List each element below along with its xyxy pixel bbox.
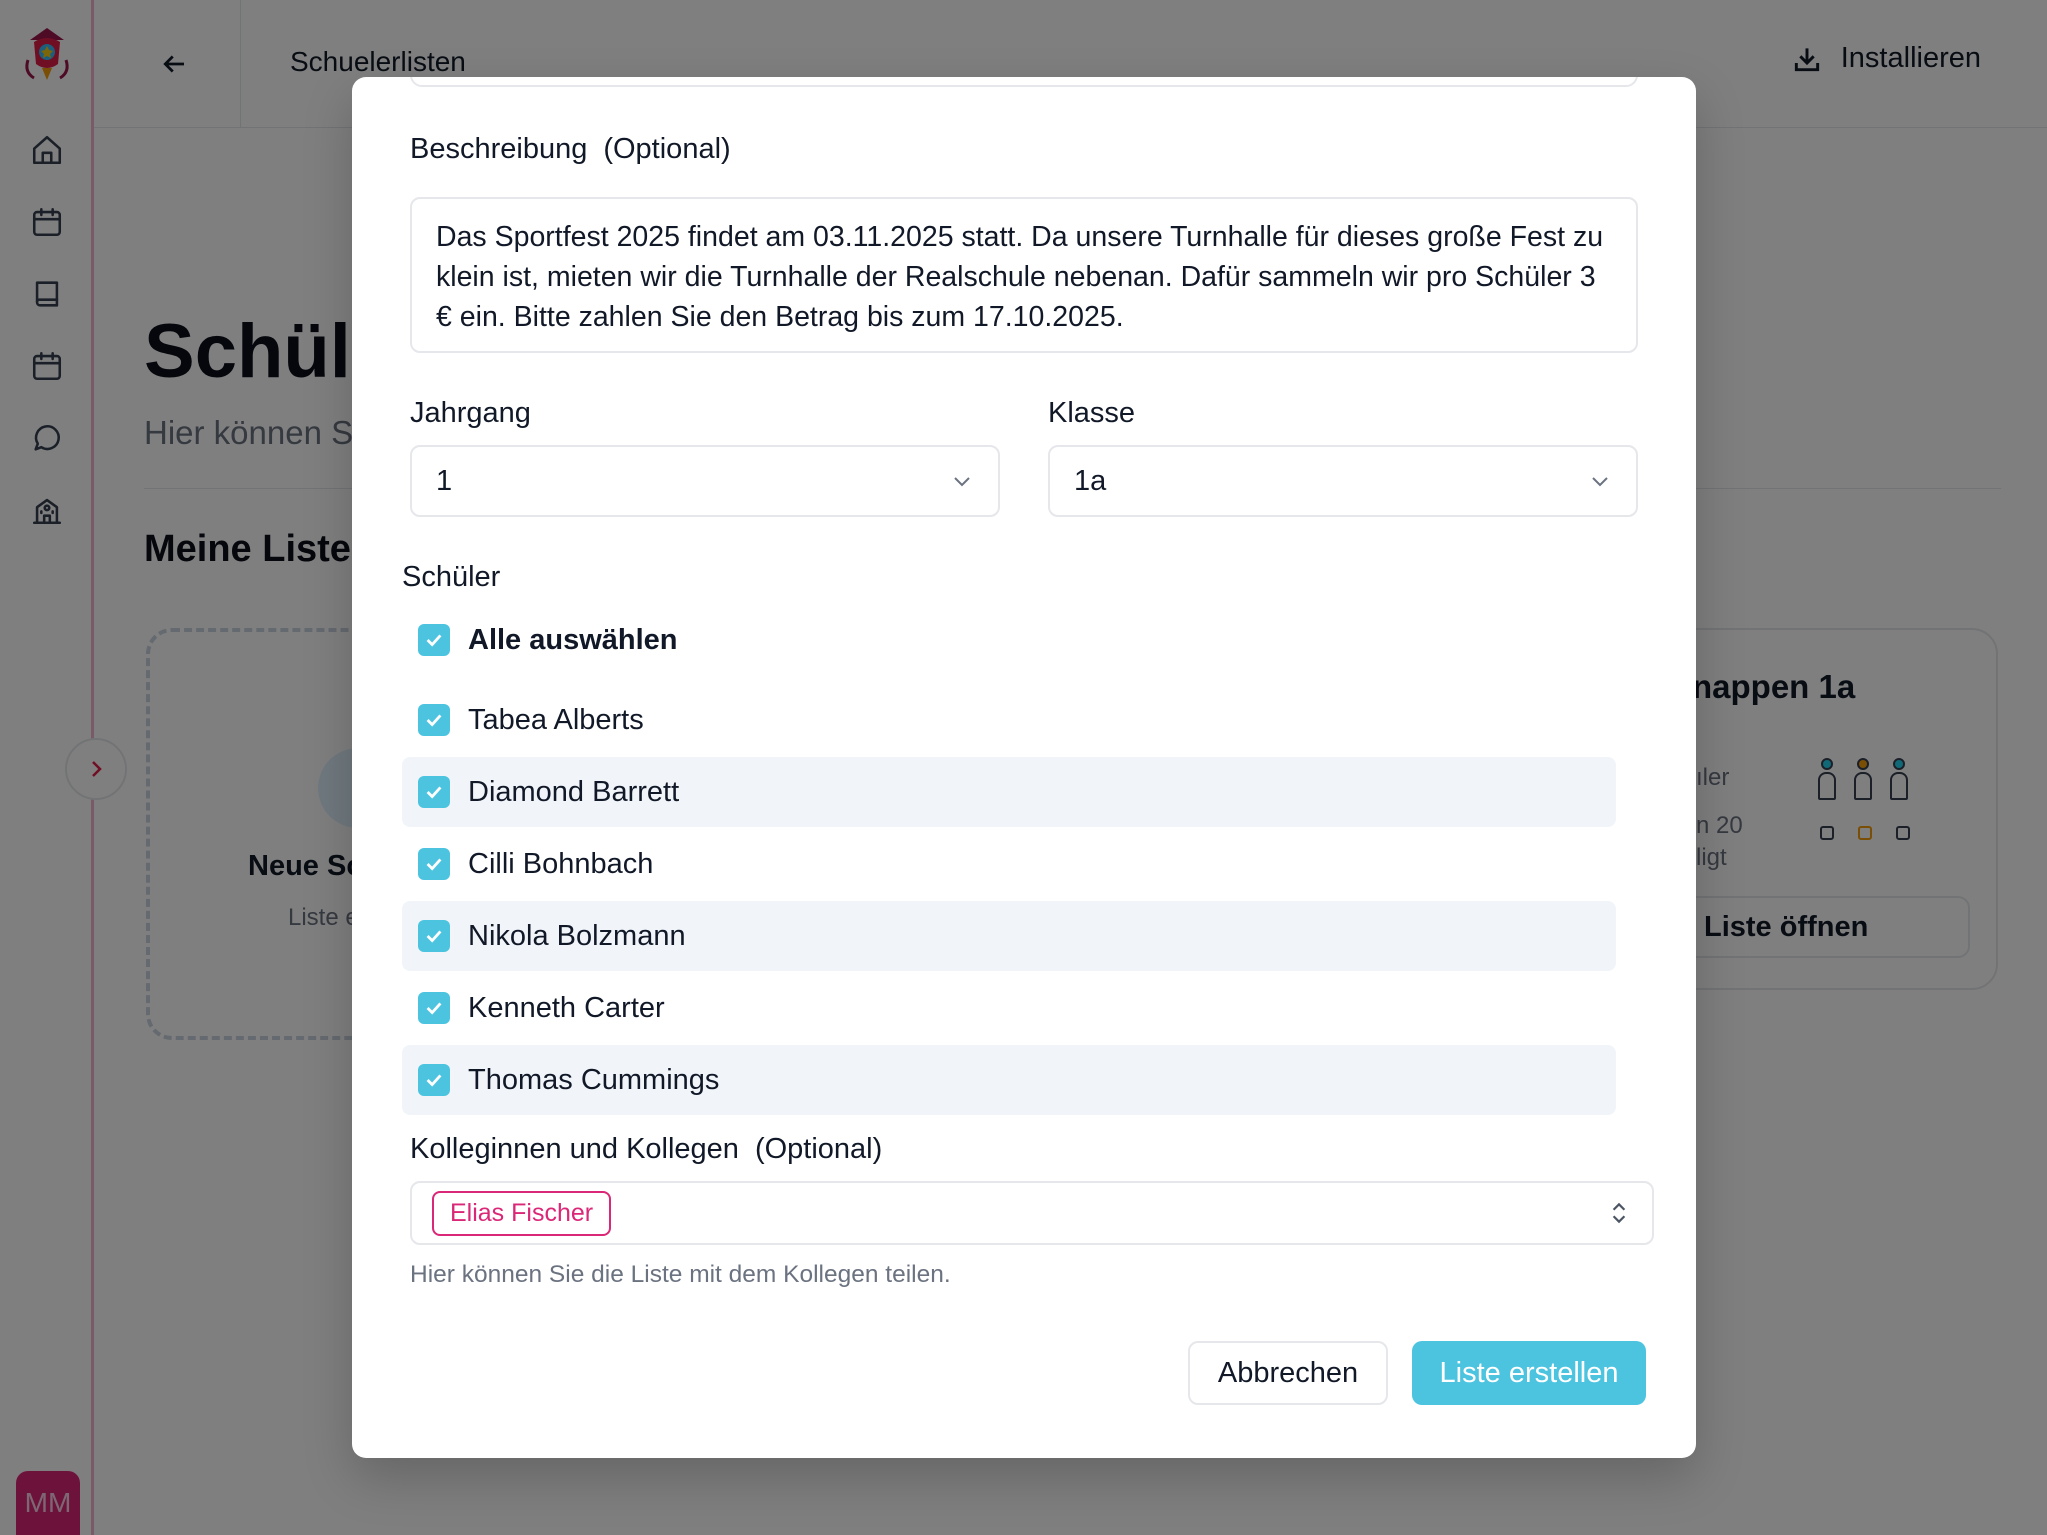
klasse-label: Klasse	[1048, 397, 1136, 429]
colleagues-multiselect[interactable]	[410, 1181, 1654, 1245]
student-name: Tabea Alberts	[468, 703, 644, 736]
description-label: Beschreibung (Optional)	[410, 133, 731, 165]
checkbox-checked-icon	[418, 992, 450, 1024]
student-name: Thomas Cummings	[468, 1063, 720, 1096]
student-list[interactable]	[402, 605, 1618, 1165]
create-list-dialog	[352, 77, 1696, 1458]
create-list-button[interactable]: Liste erstellen	[1412, 1341, 1646, 1405]
list-item[interactable]	[402, 1045, 1616, 1115]
klasse-select[interactable]	[1048, 445, 1638, 517]
select-all-label: Alle auswählen	[468, 623, 678, 656]
student-name: Diamond Barrett	[468, 775, 680, 808]
chevron-down-icon	[950, 469, 974, 493]
student-name: Cilli Bohnbach	[468, 847, 654, 880]
title-input[interactable]	[410, 77, 1638, 87]
list-item[interactable]	[402, 901, 1616, 971]
list-item[interactable]	[402, 685, 1616, 755]
student-name: Nikola Bolzmann	[468, 919, 686, 952]
checkbox-checked-icon	[418, 624, 450, 656]
list-item[interactable]	[402, 973, 1616, 1043]
jahrgang-value: 1	[436, 464, 453, 497]
chevron-up-down-icon	[1606, 1200, 1632, 1226]
checkbox-checked-icon	[418, 776, 450, 808]
checkbox-checked-icon	[418, 704, 450, 736]
klasse-value: 1a	[1074, 464, 1107, 497]
jahrgang-select[interactable]	[410, 445, 1000, 517]
checkbox-checked-icon	[418, 1064, 450, 1096]
chevron-down-icon	[1588, 469, 1612, 493]
checkbox-checked-icon	[418, 920, 450, 952]
colleague-tag[interactable]: Elias Fischer	[432, 1191, 611, 1236]
list-item[interactable]	[402, 757, 1616, 827]
student-name: Kenneth Carter	[468, 991, 665, 1024]
colleagues-label: Kolleginnen und Kollegen (Optional)	[410, 1133, 883, 1165]
students-label: Schüler	[402, 561, 501, 593]
cancel-button[interactable]: Abbrechen	[1188, 1341, 1388, 1405]
jahrgang-label: Jahrgang	[410, 397, 531, 429]
list-item[interactable]	[402, 829, 1616, 899]
colleagues-hint: Hier können Sie die Liste mit dem Kollegen teilen.	[410, 1261, 951, 1288]
checkbox-checked-icon	[418, 848, 450, 880]
select-all-checkbox[interactable]	[402, 605, 1616, 675]
description-textarea[interactable]	[410, 197, 1638, 353]
